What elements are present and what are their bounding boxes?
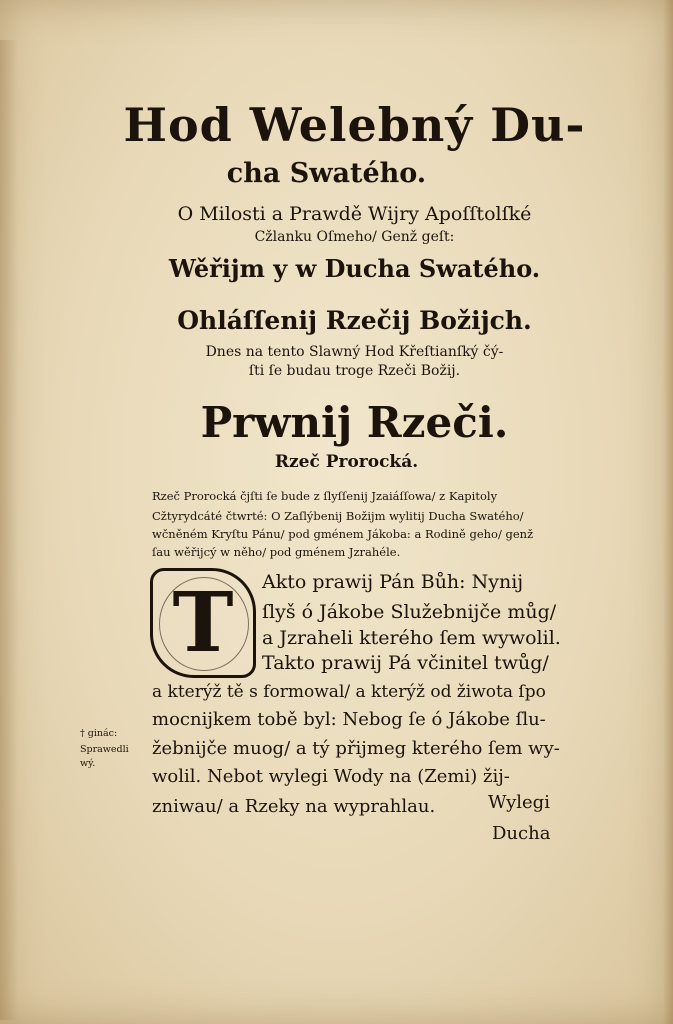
intro-line-5: Dnes na tento Slawný Hod Křeſtianſký čý- [205,344,504,360]
intro-line-2: Cžlanku Oſmeho/ Genž geſt: [254,229,455,245]
body-line-3: a Jzraheli kterého ſem wywolil. [262,627,561,649]
drop-cap-letter: T [172,575,234,671]
page-title-line-1: Hod Welebný Du- [123,98,586,152]
section-heading: Prwnij Rzeči. [200,398,509,447]
margin-note-line-3: wý. [80,758,96,769]
body-line-9: zniwau/ a Rzeky na wyprahlau. [152,796,436,817]
body-line-4: Takto prawij Pá včinitel twůg/ [262,652,549,674]
note-line-2: Cžtyrydcáté čtwrté: O Zaſlýbenij Božijm wylitij Ducha Swatého/ [152,509,524,523]
intro-line-6: ſti ſe budau troge Rzeči Božij. [248,363,461,379]
body-line-1: Akto prawij Pán Bůh: Nynij [262,571,524,593]
drop-cap-ornament [150,568,256,678]
margin-note-line-2: Sprawedli [80,744,129,755]
page-title-line-2: cha Swatého. [226,158,427,189]
section-subheading: Rzeč Prorocká. [274,452,419,472]
margin-note-line-1: † ginác: [80,728,118,739]
intro-line-3: Wěřijm y w Ducha Swatého. [168,254,541,283]
intro-line-1: O Milosti a Prawdě Wijry Apoſſtolſké [177,203,532,225]
note-line-4: ſau wěřijcý w něho/ pod gménem Jzrahéle. [152,545,401,559]
body-line-9-end: Wylegi [488,792,550,813]
body-line-2: ſlyš ó Jákobe Služebnijče můg/ [262,601,557,623]
note-line-3: wčněném Kryſtu Pánu/ pod gménem Jákoba: a Rodině geho/ genž [152,527,534,541]
body-line-5: a kterýž tě s formowal/ a kterýž od žiwota ſpo [152,682,546,702]
body-line-8: wolil. Nebot wylegi Wody na (Zemi) žij- [152,766,510,787]
catchword: Ducha [492,823,551,844]
note-line-1: Rzeč Prorocká čjſti ſe bude z ſlyſſenij Jzaiáſſowa/ z Kapitoly [152,489,498,503]
body-line-7: žebnijče muog/ a tý přijmeg kterého ſem wy- [152,738,560,759]
page-edge-right [663,0,673,1024]
intro-line-4: Ohláſſenij Rzečij Božijch. [177,306,532,335]
body-line-6: mocnijkem tobě byl: Nebog ſe ó Jákobe ſlu- [152,709,546,730]
